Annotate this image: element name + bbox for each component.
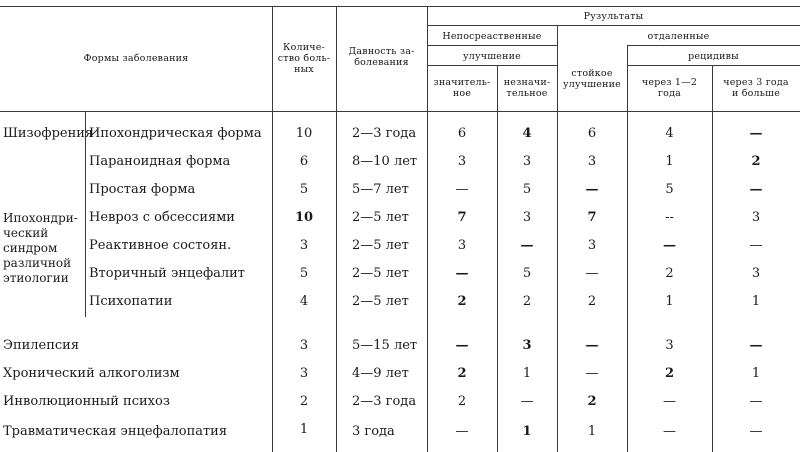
row-relapse-1-2: 2	[665, 266, 674, 281]
row-count: 6	[299, 154, 309, 169]
row-name: Инволюционный психоз	[3, 394, 170, 409]
row-count: 2	[299, 394, 309, 409]
row-significant: —	[455, 338, 469, 353]
row-name: Ипохондрическая форма	[89, 126, 262, 141]
group-hypochondriac-syndrome: Ипохондри- ческий синдром различной этиологии	[3, 211, 78, 285]
row-relapse-3: —	[749, 238, 763, 253]
header-remote: отдаленные	[647, 31, 710, 42]
header-duration: Давность за- болевания	[348, 46, 415, 68]
row-relapse-3: 2	[751, 154, 761, 169]
row-relapse-1-2: 3	[665, 338, 674, 353]
row-duration: 2—5 лет	[352, 266, 409, 281]
row-significant: —	[455, 182, 469, 197]
row-insignificant: 5	[522, 182, 532, 197]
row-duration: 2—5 лет	[352, 294, 409, 309]
row-significant: 7	[457, 210, 467, 225]
row-duration: 8—10 лет	[352, 154, 418, 169]
row-name: Эпилепсия	[3, 338, 80, 353]
row-significant: —	[455, 424, 469, 439]
row-insignificant: 1	[522, 424, 532, 439]
row-count: 4	[299, 294, 309, 309]
row-stable: 1	[587, 424, 597, 439]
row-duration: 2—5 лет	[352, 238, 409, 253]
header-count: Количе- ство боль- ных	[277, 42, 331, 75]
row-relapse-1-2: —	[663, 394, 676, 409]
header-after-1-2: через 1—2 года	[641, 77, 698, 99]
row-insignificant: 5	[522, 266, 532, 281]
row-relapse-3: —	[749, 424, 763, 439]
row-insignificant: 3	[522, 154, 532, 169]
relapses-rule	[627, 45, 800, 46]
row-stable: 6	[587, 126, 597, 141]
row-count: 3	[299, 366, 309, 381]
row-relapse-1-2: --	[665, 210, 674, 225]
row-relapse-3: —	[749, 394, 763, 409]
header-results: Рузультаты	[583, 11, 644, 22]
row-duration: 2—3 года	[352, 394, 417, 409]
row-significant: 2	[457, 294, 467, 309]
row-relapse-1-2: —	[663, 238, 676, 253]
row-duration: 2—3 года	[352, 126, 417, 141]
body-sep-duration	[336, 112, 337, 452]
row-stable: —	[585, 366, 599, 381]
header-bottom-rule	[0, 111, 800, 112]
header-after-3: через 3 года и больше	[723, 77, 789, 99]
results-rule	[427, 25, 800, 26]
row-insignificant: 4	[522, 126, 532, 141]
row-name: Реактивное состоян.	[89, 238, 232, 253]
row-relapse-1-2: 5	[665, 182, 674, 197]
row-count: 10	[294, 210, 314, 225]
row-insignificant: 3	[522, 338, 532, 353]
row-relapse-3: 3	[751, 210, 761, 225]
row-stable: 2	[587, 294, 597, 309]
row-insignificant: 1	[522, 366, 532, 381]
row-stable: 3	[587, 154, 597, 169]
row-duration: 5—15 лет	[352, 338, 418, 353]
row-name: Хронический алкоголизм	[3, 366, 180, 381]
row-duration: 4—9 лет	[352, 366, 409, 381]
row-name: Параноидная форма	[89, 154, 231, 169]
group-schizophrenia: Шизофрения	[3, 126, 94, 141]
row-insignificant: —	[520, 394, 534, 409]
row-relapse-3: —	[749, 338, 763, 353]
row-duration: 5—7 лет	[352, 182, 409, 197]
row-relapse-1-2: 1	[665, 154, 674, 169]
row-significant: 2	[457, 394, 467, 409]
row-relapse-3: 1	[751, 366, 761, 381]
top-rule	[0, 6, 800, 7]
row-significant: 3	[457, 238, 467, 253]
row-insignificant: 2	[522, 294, 532, 309]
row-count: 5	[299, 266, 309, 281]
row-count: 10	[295, 126, 313, 141]
row-name: Невроз с обсессиями	[89, 210, 235, 225]
row-relapse-1-2: 2	[664, 366, 675, 381]
relapses-sub-rule	[627, 65, 800, 66]
row-duration: 3 года	[352, 424, 395, 439]
row-name: Травматическая энцефалопатия	[3, 424, 228, 439]
header-immediate: Непосреаственные	[442, 31, 542, 42]
row-relapse-3: 1	[751, 294, 761, 309]
row-stable: —	[585, 266, 599, 281]
row-relapse-1-2: 1	[665, 294, 674, 309]
row-significant: —	[455, 266, 469, 281]
row-count: 3	[299, 238, 309, 253]
row-relapse-1-2: 4	[665, 126, 674, 141]
row-name: Простая форма	[89, 182, 196, 197]
row-name: Вторичный энцефалит	[89, 266, 245, 281]
header-relapses: рецидивы	[688, 51, 739, 62]
row-count: 5	[299, 182, 309, 197]
row-duration: 2—5 лет	[352, 210, 409, 225]
row-insignificant: —	[520, 238, 534, 253]
row-significant: 2	[457, 366, 467, 381]
body-sep-group	[85, 112, 86, 317]
improvement-rule	[427, 45, 557, 46]
header-significant: значитель- ное	[433, 77, 491, 99]
header-insignificant: незначи- тельное	[503, 77, 551, 99]
header-stable: стойкое улучшение	[562, 68, 622, 90]
row-count: 1	[299, 422, 309, 437]
row-name: Психопатии	[89, 294, 173, 309]
row-stable: 3	[587, 238, 597, 253]
row-stable: —	[585, 182, 599, 197]
header-improvement: улучшение	[462, 51, 522, 62]
row-significant: 3	[457, 154, 467, 169]
row-relapse-3: 3	[751, 266, 761, 281]
row-relapse-1-2: —	[663, 424, 676, 439]
row-relapse-3: —	[749, 182, 763, 197]
row-relapse-3: —	[749, 126, 763, 141]
row-stable: —	[585, 338, 599, 353]
subheader-rule	[427, 65, 557, 66]
row-stable: 2	[587, 394, 597, 409]
header-forms: Формы заболевания	[83, 53, 189, 64]
row-stable: 7	[587, 210, 597, 225]
row-count: 3	[299, 338, 309, 353]
row-insignificant: 3	[522, 210, 532, 225]
row-significant: 6	[457, 126, 467, 141]
